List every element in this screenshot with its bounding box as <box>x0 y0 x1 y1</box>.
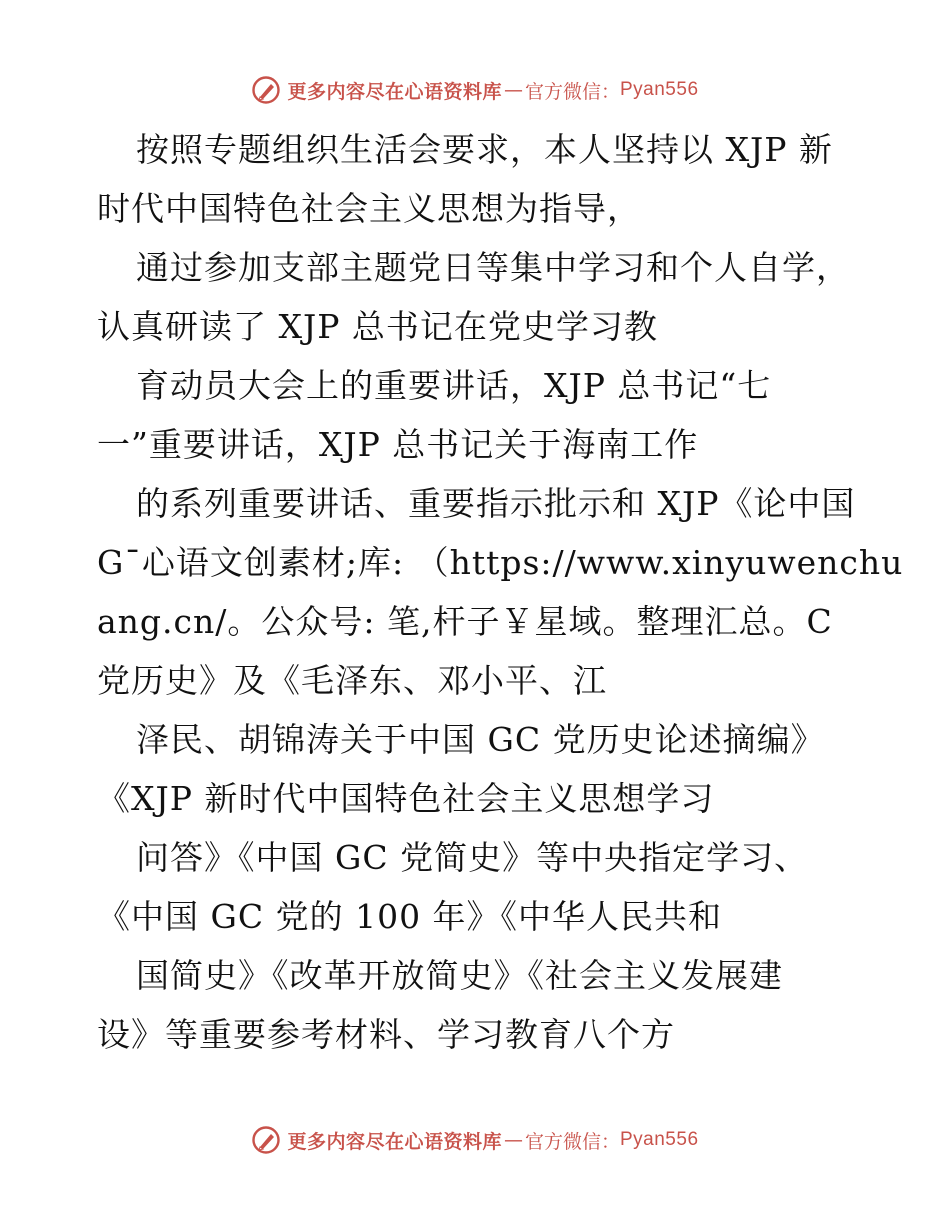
text-line: 泽民、胡锦涛关于中国 GC 党历史论述摘编》 <box>136 720 825 759</box>
text-line: 《XJP 新时代中国特色社会主义思想学习 <box>97 779 715 818</box>
text-line: 问答》《中国 GC 党简史》等中央指定学习、 <box>136 838 809 877</box>
text-line: 时代中国特色社会主义思想为指导， <box>97 189 641 228</box>
text-line: 《中国 GC 党的 100 年》《中华人民共和 <box>97 897 723 936</box>
text-line: ang.cn/。公众号: 笔,杆子￥星域。整理汇总。C <box>97 602 833 641</box>
text-line: 设》等重要参考材料、学习教育八个方 <box>97 1015 675 1054</box>
text-line: 一”重要讲话，XJP 总书记关于海南工作 <box>97 425 699 464</box>
text-line: G¯心语文创素材;库: （https://www.xinyuwenchu <box>97 543 904 582</box>
watermark-separator: — <box>503 79 523 101</box>
footer-watermark <box>0 1120 950 1160</box>
watermark-brand-text: 更多内容尽在心语资料库 <box>287 80 502 103</box>
text-line: 国简史》《改革开放简史》《社会主义发展建 <box>136 956 783 995</box>
text-line: 按照专题组织生活会要求，本人坚持以 XJP 新 <box>136 130 833 169</box>
text-line: 认真研读了 XJP 总书记在党史学习教 <box>97 307 658 346</box>
document-body <box>97 120 904 1064</box>
pen-logo-icon <box>251 75 281 105</box>
text-line: 通过参加支部主题党日等集中学习和个人自学， <box>136 248 850 287</box>
watermark-separator: — <box>503 1129 523 1151</box>
header-watermark <box>0 70 950 110</box>
watermark-contact-label: 官方微信： <box>524 80 620 103</box>
pen-logo-icon <box>251 1125 281 1155</box>
watermark-contact-label: 官方微信： <box>524 1130 620 1153</box>
text-line: 的系列重要讲话、重要指示批示和 XJP《论中国 <box>136 484 856 523</box>
watermark-contact-id: Pyan556 <box>620 79 699 100</box>
text-line: 党历史》及《毛泽东、邓小平、江 <box>97 661 607 700</box>
watermark-brand-text: 更多内容尽在心语资料库 <box>287 1130 502 1153</box>
watermark-contact-id: Pyan556 <box>620 1129 699 1150</box>
text-line: 育动员大会上的重要讲话，XJP 总书记“七 <box>136 366 772 405</box>
